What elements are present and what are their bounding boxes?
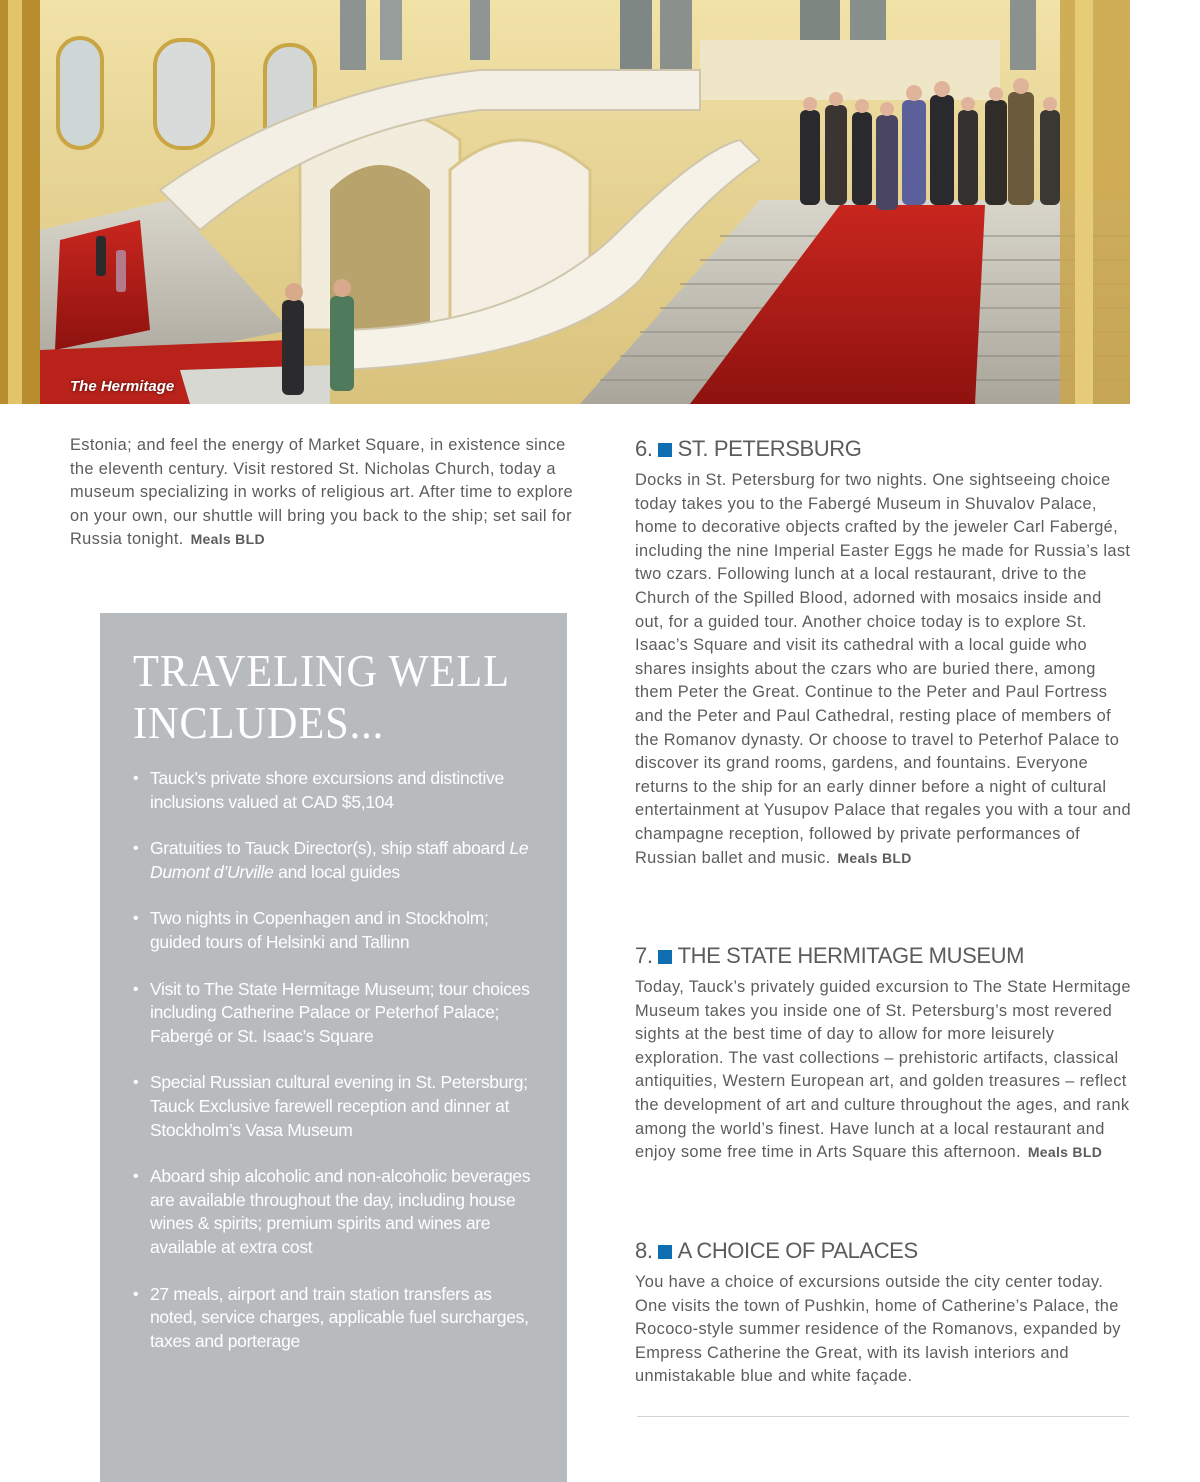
blue-square-icon [658,443,672,457]
includes-list [133,767,538,1376]
day-6-body: Docks in St. Petersburg for two nights. One sightseeing choice today takes you to the Fabergé Museum in Shuvalov Palace, home to decorative objects crafted by the jeweler Carl Fabergé, including the nine Imperial Easter Eggs he made for Russia’s last two czars. Following lunch at a local restaurant, drive to the Church of the Spilled Blood, adorned with mosaics inside and out, for a guided tour. Another choice today is to explore St. Isaac’s Square and visit its cathedral with a local guide who shares insights about the czars who are buried there, among them Peter the Great. Continue to the Peter and Paul Fortress and the Peter and Paul Cathedral, resting place of members of the Romanov dynasty. Or choose to travel to Peterhof Palace to discover its grand rooms, gardens, and fountains. Everyone returns to the ship for an early dinner before a night of cultural entertainment at Yusupov Palace that regales you with a tour and champagne reception, followed by private performances of Russian ballet and music. Meals BLD [635,471,1131,867]
hermitage-staircase-image [0,0,1130,404]
day-7-heading: 7. THE STATE HERMITAGE MUSEUM [635,943,1025,968]
list-item: • Special Russian cultural evening in St. Petersburg; Tauck Exclusive farewell reception and dinner at Stockholm’s Vasa Museum [133,1072,528,1140]
list-item: • Two nights in Copenhagen and in Stockholm; guided tours of Helsinki and Tallinn [133,908,489,952]
day-7-section [635,941,1135,1165]
panel-title: TRAVELING WELL INCLUDES... [133,645,510,748]
intro-text: Estonia; and feel the energy of Market Square, in existence since the eleventh century. Visit restored St. Nicholas Church, today a museum specializing in works of religious art. After time to explore on your own, our shuttle will bring you back to the ship; set sail for Russia tonight. [70,436,573,549]
day-8-body: You have a choice of excursions outside the city center today. One visits the town of Pushkin, home of Catherine’s Palace, the Rococo-style summer residence of the Romanovs, expanded by Empress Catherine the Great, with its lavish interiors and unmistakable blue and white façade. [635,1273,1121,1386]
ship-name: Le Dumont d’Urville [150,838,529,882]
bullet-icon: • [133,1285,139,1303]
blue-square-icon [658,950,672,964]
bullet-icon: • [133,1074,139,1092]
list-item: • Aboard ship alcoholic and non-alcoholic beverages are available throughout the day, including house wines & spirits; premium spirits and wines are available at extra cost [133,1166,531,1257]
day-6-heading: 6. ST. PETERSBURG [635,436,862,461]
day-6-section [635,434,1135,870]
bullet-icon: • [133,910,139,928]
bullet-icon: • [133,770,139,787]
bullet-icon: • [133,840,139,858]
bullet-icon: • [133,1168,139,1186]
photo-caption: The Hermitage [70,378,175,395]
list-item: • 27 meals, airport and train station transfers as noted, service charges, applicable fuel surcharges, taxes and porterage [133,1283,529,1351]
blue-square-icon [658,1245,672,1259]
list-item: • Tauck’s private shore excursions and distinctive inclusions valued at CAD $5,104 [133,768,504,812]
list-item: • Gratuities to Tauck Director(s), ship staff aboard Le Dumont d’Urville and local guides [133,838,529,882]
list-item: • Visit to The State Hermitage Museum; tour choices including Catherine Palace or Peterhof Palace; Fabergé or St. Isaac’s Square [133,978,530,1046]
divider [637,1416,1129,1417]
day-7-body: Today, Tauck’s privately guided excursion to The State Hermitage Museum takes you inside one of St. Petersburg’s most revered sights at the best time of day to allow for more leisurely exploration. The vast collections – prehistoric artifacts, classical antiquities, Western European art, and golden treasures – reflect the development of art and culture throughout the ages, and rank among the world’s finest. Have lunch at a local restaurant and enjoy some free time in Arts Square this afternoon. Meals BLD [635,978,1131,1162]
day-8-heading: 8. A CHOICE OF PALACES [635,1238,918,1263]
meals-label: Meals BLD [190,531,265,548]
meals-label: Meals BLD [1027,1144,1103,1161]
day-8-section [635,1236,1135,1389]
includes-panel [100,613,567,1482]
meals-label: Meals BLD [837,849,912,866]
hero-photo [0,0,1130,404]
bullet-icon: • [133,980,139,998]
intro-paragraph [70,434,575,552]
